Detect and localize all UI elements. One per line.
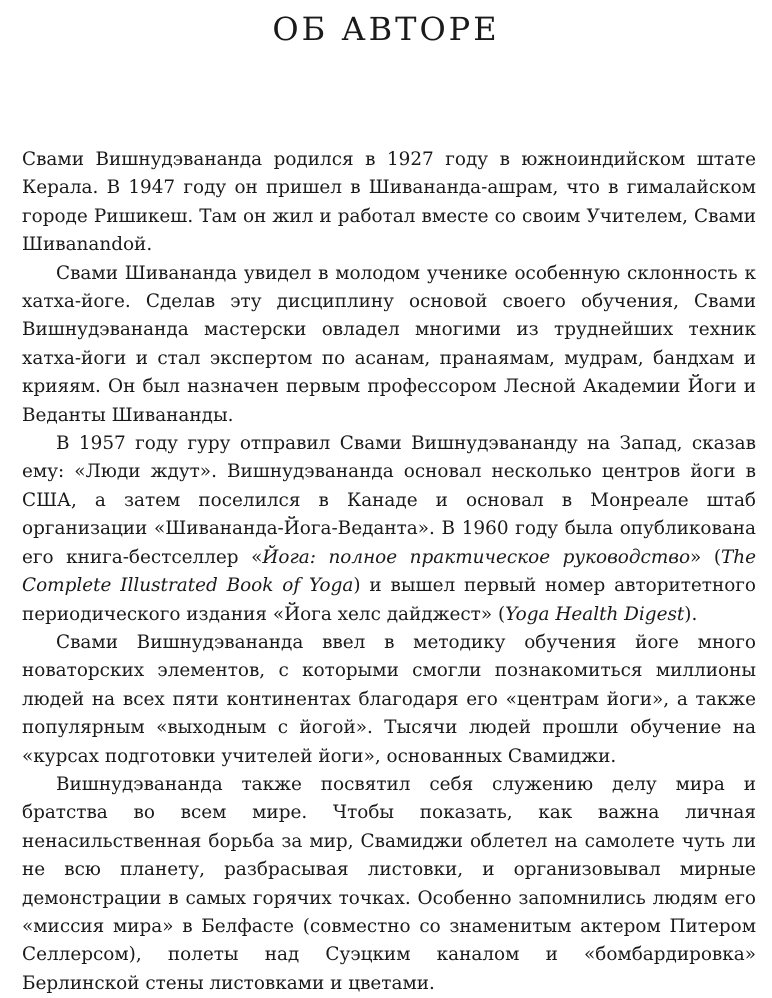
book-title-ru: Йога: полное практическое руководство <box>262 546 691 568</box>
paragraph-4-text: Свами Вишнудэвананда ввел в методику обучения йоге много новаторских элементов, с которыми смогли познакомиться миллионы людей на всех пяти континентах благодаря его «центрам йоги», а также популярным «выходным с йогой». Тысячи людей прошли обучение на «курсах подготовки учителей йоги», основанных Свамиджи. <box>22 631 756 767</box>
paragraph-5-text: Вишнудэвананда также посвятил себя служению делу мира и братства во всем мире. Чтобы показать, как важна личная ненасильственная борьба за мир, Свамиджи облетел на самолете чуть ли не всю планету, разбрасывая листовки, и организовывал мирные демонстрации в самых горячих точках. Особенно запомнились людям его «миссия мира» в Белфасте (совместно со знаменитым актером Питером Селлерсом), полеты над Суэцким каналом и «бомбардировка» Берлинской стены листовками и цветами. <box>22 773 756 994</box>
paragraph-2 <box>22 260 756 430</box>
paragraph-1-text: Свами Вишнудэвананда родился в 1927 году в южноиндийском штате Керала. В 1947 году он пришел в Шивананда-ашрам, что в гималайском городе Ришикеш. Там он жил и работал вместе со своим Учителем, Свами Шивanandой. <box>22 149 756 256</box>
paragraph-3-text-b: » ( <box>690 546 721 568</box>
book-title-en: The Complete Illustrated Book of Yoga <box>22 546 756 597</box>
magazine-title-en: Yoga Health Digest <box>505 603 685 625</box>
paragraph-3 <box>22 430 756 629</box>
paragraph-3-text-d: ). <box>684 603 698 625</box>
article-body <box>22 146 756 998</box>
paragraph-4 <box>22 629 756 771</box>
page-title: ОБ АВТОРЕ <box>272 10 500 48</box>
paragraph-1 <box>22 146 756 260</box>
paragraph-3-text-c: ) и вышел первый номер авторитетного периодического издания «Йога хелс дайджест» ( <box>22 575 757 625</box>
paragraph-3-text-a: В 1957 году гуру отправил Свами Вишнудэвананду на Запад, сказав ему: «Люди ждут». Вишнудэвананда основал несколько центров йоги в США, а затем поселился в Канаде и основал в Монреале штаб организации «Шивананда-Йога-Веданта». В 1960 году была опубликована его книга-бестселлер « <box>22 433 756 568</box>
paragraph-5 <box>22 771 756 998</box>
paragraph-2-text: Свами Шивананда увидел в молодом ученике особенную склонность к хатха-йоге. Сделав эту дисциплину основой своего обучения, Свами Вишнудэвананда мастерски овладел многими из труднейших техник хатха-йоги и стал экспертом по асанам, пранаямам, мудрам, бандхам и крияям. Он был назначен первым профессором Лесной Академии Йоги и Веданты Шивананды. <box>22 262 756 426</box>
